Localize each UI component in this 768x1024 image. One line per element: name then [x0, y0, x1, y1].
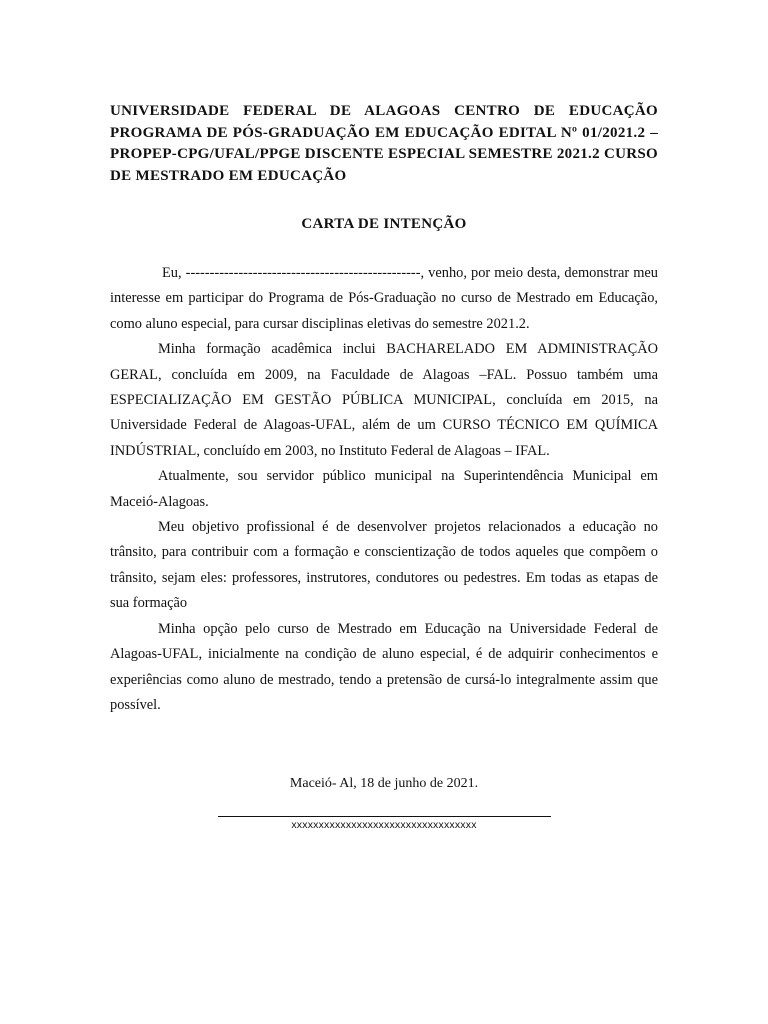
paragraph-current-job: Atualmente, sou servidor público municipal na Superintendência Municipal em Maceió-Alagoas. — [110, 468, 658, 510]
letter-body — [110, 261, 658, 718]
paragraph-objective: Meu objetivo profissional é de desenvolver projetos relacionados a educação no trânsito, para contribuir com a formação e conscientização de todos aqueles que compõem o trânsito, sejam eles: professores, instrutores, condutores ou pedestres. Em todas as etapas de sua formação — [110, 519, 658, 612]
signature-name: xxxxxxxxxxxxxxxxxxxxxxxxxxxxxxxxxx — [291, 819, 477, 832]
place-date: Maceió- Al, 18 de junho de 2021. — [289, 776, 479, 792]
paragraph-motivation: Minha opção pelo curso de Mestrado em Educação na Universidade Federal de Alagoas-UFAL, inicialmente na condição de aluno especial, é de adquirir conhecimentos e experiências como aluno de mestrado, tendo a pretensão de cursá-lo integralmente assim que possível. — [110, 620, 658, 713]
institution-header: UNIVERSIDADE FEDERAL DE ALAGOAS CENTRO DE EDUCAÇÃO PROGRAMA DE PÓS-GRADUAÇÃO EM EDUCAÇÃO EDITAL Nº 01/2021.2 – PROPEP-CPG/UFAL/PPGE DISCENTE ESPECIAL SEMESTRE 2021.2 CURSO DE MESTRADO EM EDUCAÇÃO — [110, 103, 658, 184]
document-title: CARTA DE INTENÇÃO — [301, 216, 467, 232]
signature-line — [218, 816, 551, 817]
paragraph-intro: Eu, -------------------------------------------------, venho, por meio desta, demonstrar meu interesse em participar do Programa de Pós-Graduação no curso de Mestrado em Educação, como aluno especial, para cursar disciplinas eletivas do semestre 2021.2. — [110, 265, 658, 332]
paragraph-education: Minha formação acadêmica inclui BACHARELADO EM ADMINISTRAÇÃO GERAL, concluída em 2009, na Faculdade de Alagoas –FAL. Possuo também uma ESPECIALIZAÇÃO EM GESTÃO PÚBLICA MUNICIPAL, concluída em 2015, na Universidade Federal de Alagoas-UFAL, além de um CURSO TÉCNICO EM QUÍMICA INDÚSTRIAL, concluído em 2003, no Instituto Federal de Alagoas – IFAL. — [110, 341, 658, 459]
